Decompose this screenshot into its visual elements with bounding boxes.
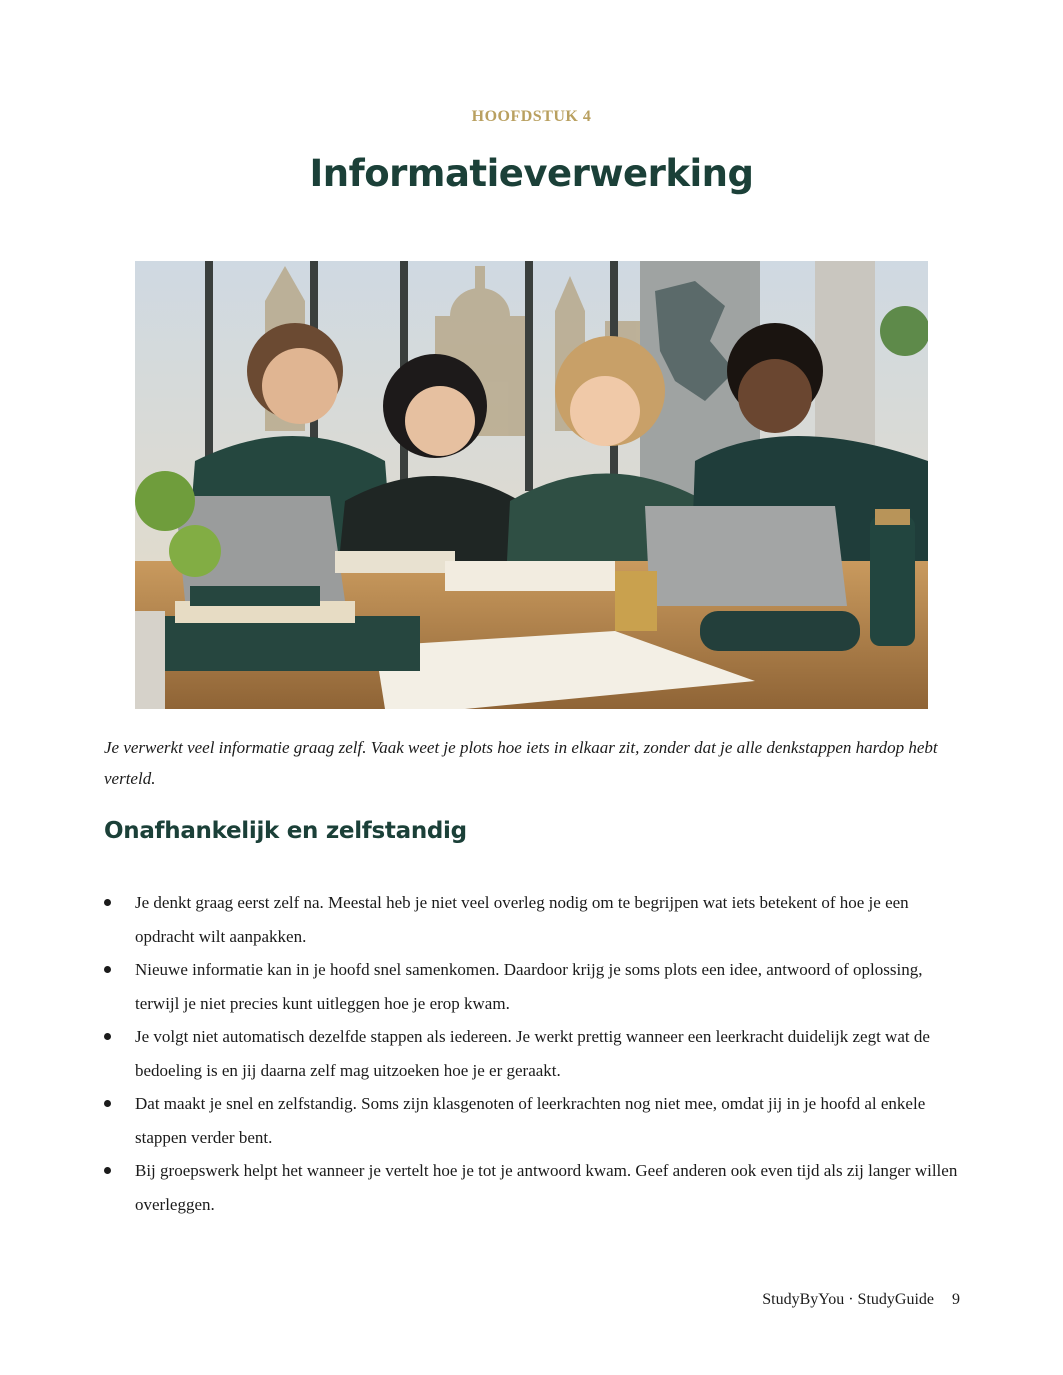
chapter-kicker: HOOFDSTUK 4 [471,108,592,125]
list-item [104,953,964,1021]
list-item [104,1087,964,1155]
bullet-icon [104,1167,111,1174]
page-number: 9 [952,1291,960,1308]
list-item-text: Bij groepswerk helpt het wanneer je vertelt hoe je tot je antwoord kwam. Geef anderen ook even tijd als zij langer willen overleggen. [135,1161,958,1214]
study-group-photo [135,261,928,709]
list-item [104,1154,964,1222]
bullet-list [104,886,964,1221]
photo-caption: Je verwerkt veel informatie graag zelf. Vaak weet je plots hoe iets in elkaar zit, zonder dat je alle denkstappen hardop hebt verteld. [104,738,938,788]
bullet-icon [104,966,111,973]
bullet-icon [104,1100,111,1107]
page-footer [762,1291,960,1309]
bullet-icon [104,899,111,906]
footer-brand: StudyByYou · StudyGuide [762,1291,934,1308]
list-item-text: Je denkt graag eerst zelf na. Meestal heb je niet veel overleg nodig om te begrijpen wat iets betekent of hoe je een opdracht wilt aanpakken. [135,893,909,946]
list-item [104,1020,964,1088]
list-item [104,886,964,954]
list-item-text: Dat maakt je snel en zelfstandig. Soms zijn klasgenoten of leerkrachten nog niet mee, omdat jij in je hoofd al enkele stappen verder bent. [135,1094,926,1147]
list-item-text: Nieuwe informatie kan in je hoofd snel samenkomen. Daardoor krijg je soms plots een idee, antwoord of oplossing, terwijl je niet precies kunt uitleggen hoe je erop kwam. [135,960,923,1013]
page-title: Informatieverwerking [309,152,754,195]
section-heading: Onafhankelijk en zelfstandig [104,818,467,844]
list-item-text: Je volgt niet automatisch dezelfde stappen als iedereen. Je werkt prettig wanneer een leerkracht duidelijk zegt wat de bedoeling is en jij daarna zelf mag uitzoeken hoe je er geraakt. [135,1027,930,1080]
bullet-icon [104,1033,111,1040]
